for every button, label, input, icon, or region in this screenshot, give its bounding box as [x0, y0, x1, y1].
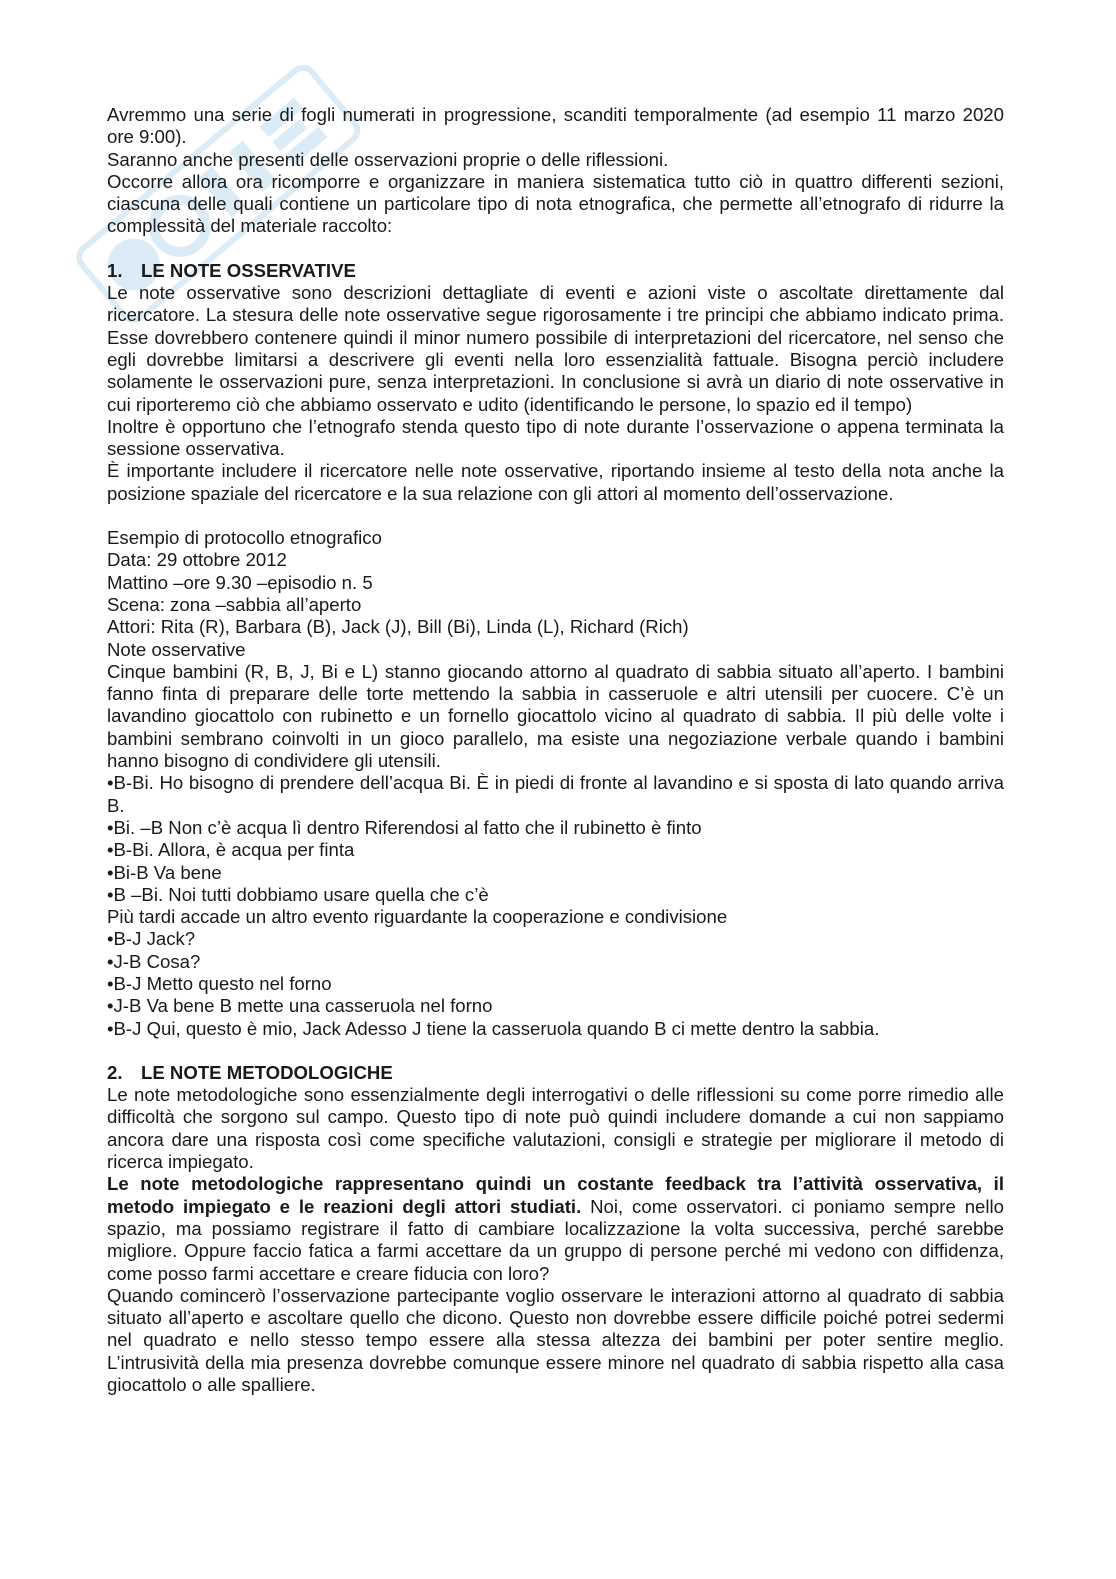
section-2-paragraph-2-rest: Noi, come osservatori. ci poniamo sempre nello spazio, ma possiamo registrare il fatto di cambiare localizzazione la volta successiva, perché sarebbe migliore. Oppure faccio fatica a farmi accettare da un gruppo di persone perché mi vedono con diffidenza, come posso farmi accettare e creare fiducia con loro? — [107, 1195, 1004, 1284]
section-1-heading — [107, 260, 1004, 282]
dialogue-line: •B-J Qui, questo è mio, Jack Adesso J tiene la casseruola quando B ci mette dentro la sabbia. — [107, 1017, 880, 1039]
dialogue-line: •B-J Jack? — [107, 928, 196, 950]
section-1-number: 1. — [107, 259, 123, 281]
dialogue-line: •J-B Cosa? — [107, 950, 201, 972]
section-1-title: LE NOTE OSSERVATIVE — [141, 259, 356, 281]
intro-paragraph-1: Avremmo una serie di fogli numerati in progressione, scanditi temporalmente (ad esempio 11 marzo 2020 ore 9:00). — [107, 104, 1004, 148]
transition-line: Più tardi accade un altro evento riguardante la cooperazione e condivisione — [107, 906, 728, 928]
section-2-heading — [107, 1062, 1004, 1084]
intro-paragraph-3: Occorre allora ora ricomporre e organizzare in maniera sistematica tutto ciò in quattro differenti sezioni, ciascuna delle quali contiene un particolare tipo di nota etnografica, che permette all’etnografo di ridurre la complessità del materiale raccolto: — [107, 170, 1004, 237]
example-line: Attori: Rita (R), Barbara (B), Jack (J), Bill (Bi), Linda (L), Richard (Rich) — [107, 616, 689, 638]
dialogue-line: •B-J Metto questo nel forno — [107, 972, 332, 994]
example-paragraph: Cinque bambini (R, B, J, Bi e L) stanno giocando attorno al quadrato di sabbia situato all’aperto. I bambini fanno finta di preparare delle torte mettendo la sabbia in casseruole e altri utensili per cuocere. C’è un lavandino giocattolo con rubinetto e un fornello giocattolo vicino al quadrato di sabbia. Il più delle volte i bambini sembrano coinvolti in un gioco parallelo, ma esiste una negoziazione verbale quando i bambini hanno bisogno di condividere gli utensili. — [107, 660, 1004, 772]
dialogue-line: •Bi. –B Non c’è acqua lì dentro Riferendosi al fatto che il rubinetto è finto — [107, 816, 702, 838]
dialogue-line: •B-Bi. Ho bisogno di prendere dell’acqua Bi. È in piedi di fronte al lavandino e si sposta di lato quando arriva B. — [107, 772, 1004, 816]
dialogue-line: •Bi-B Va bene — [107, 861, 222, 883]
example-line: Mattino –ore 9.30 –episodio n. 5 — [107, 571, 373, 593]
section-2-title: LE NOTE METODOLOGICHE — [141, 1061, 393, 1083]
section-2-number: 2. — [107, 1061, 123, 1083]
dialogue-line: •J-B Va bene B mette una casseruola nel forno — [107, 995, 493, 1017]
dialogue-line: •B-Bi. Allora, è acqua per finta — [107, 839, 355, 861]
document-page — [107, 104, 1004, 1396]
section-1-paragraph-1: Le note osservative sono descrizioni dettagliate di eventi e azioni viste o ascoltate direttamente dal ricercatore. La stesura delle note osservative segue rigorosamente i tre principi che abbiamo indicato prima. Esse dovrebbero contenere quindi il minor numero possibile di interpretazioni del ricercatore, nel senso che egli dovrebbe limitarsi a descrivere gli eventi nella loro essenzialità fattuale. Bisogna perciò includere solamente le osservazioni pure, senza interpretazioni. In conclusione si avrà un diario di note osservative in cui riporteremo ciò che abbiamo osservato e udito (identificando le persone, lo spazio ed il tempo) — [107, 282, 1004, 415]
example-line: Data: 29 ottobre 2012 — [107, 549, 287, 571]
example-line: Scena: zona –sabbia all’aperto — [107, 593, 362, 615]
section-2-paragraph-3: Quando comincerò l’osservazione partecipante voglio osservare le interazioni attorno al quadrato di sabbia situato all’aperto e ascoltare quello che dicono. Questo non dovrebbe essere difficile poiché potrei sedermi nel quadrato e nello stesso tempo essere alla stessa altezza dei bambini per poter sentire meglio. L’intrusività della mia presenza dovrebbe comunque essere minore nel quadrato di sabbia rispetto alla casa giocattolo o alle spalliere. — [107, 1284, 1004, 1396]
example-line: Esempio di protocollo etnografico — [107, 527, 382, 549]
dialogue-line: •B –Bi. Noi tutti dobbiamo usare quella che c’è — [107, 883, 489, 905]
intro-paragraph-2: Saranno anche presenti delle osservazioni proprie o delle riflessioni. — [107, 148, 669, 170]
section-2-paragraph-2 — [107, 1173, 1004, 1284]
section-2-bold-statement: Le note metodologiche rappresentano quindi un costante feedback tra l’attività osservativa, il metodo impiegato e le reazioni degli attori studiati. — [107, 1173, 1004, 1217]
section-1-paragraph-3: È importante includere il ricercatore nelle note osservative, riportando insieme al testo della nota anche la posizione spaziale del ricercatore e la sua relazione con gli attori al momento dell’osservazione. — [107, 460, 1004, 504]
section-1-paragraph-2: Inoltre è opportuno che l’etnografo stenda questo tipo di note durante l’osservazione o appena terminata la sessione osservativa. — [107, 415, 1004, 460]
example-line: Note osservative — [107, 638, 246, 660]
section-2-paragraph-1: Le note metodologiche sono essenzialmente degli interrogativi o delle riflessioni su come porre rimedio alle difficoltà che sorgono sul campo. Questo tipo di note può quindi includere domande a cui non sappiamo ancora dare una risposta così come specifiche valutazioni, consigli e strategie per migliorare il metodo di ricerca impiegato. — [107, 1084, 1004, 1173]
